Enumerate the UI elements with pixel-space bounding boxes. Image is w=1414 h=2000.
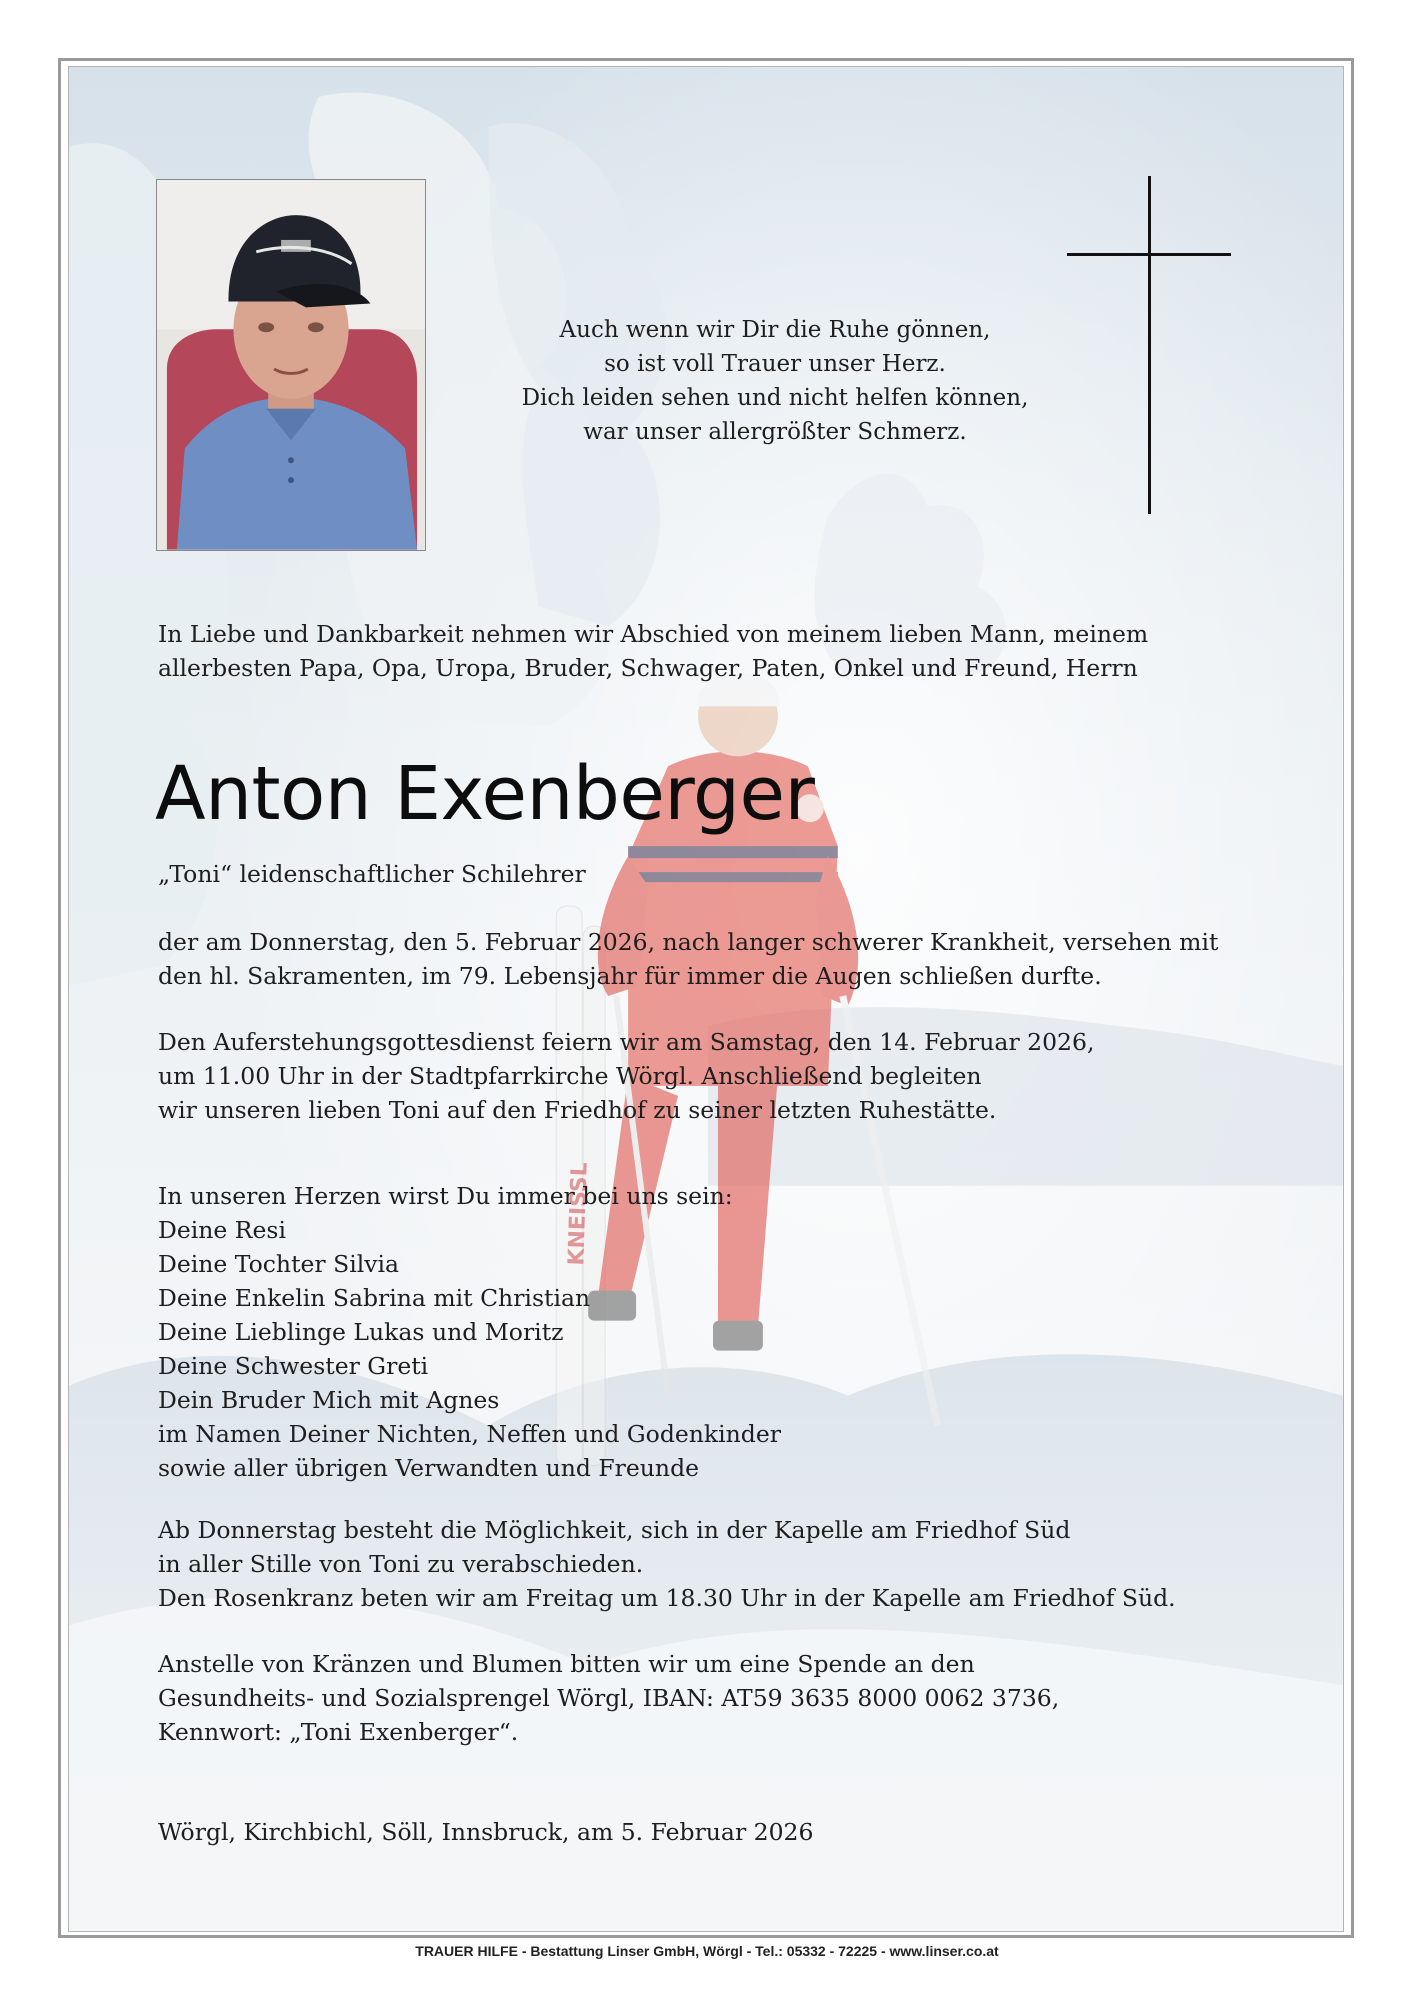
donation-line: Anstelle von Kränzen und Blumen bitten wir um eine Spende an den xyxy=(158,1650,975,1678)
donation-line: Gesundheits- und Sozialsprengel Wörgl, IBAN: AT59 3635 8000 0062 3736, xyxy=(158,1684,1060,1712)
service-line: wir unseren lieben Toni auf den Friedhof zu seiner letzten Ruhestätte. xyxy=(158,1096,997,1124)
death-notice-paragraph xyxy=(158,925,1218,993)
subtitle-line: „Toni“ leidenschaftlicher Schilehrer xyxy=(158,860,586,888)
farewell-line: Den Rosenkranz beten wir am Freitag um 18.30 Uhr in der Kapelle am Friedhof Süd. xyxy=(158,1584,1176,1612)
mourner-entry: im Namen Deiner Nichten, Neffen und Godenkinder xyxy=(158,1420,781,1448)
donation-paragraph xyxy=(158,1647,1059,1749)
donation-line: Kennwort: „Toni Exenberger“. xyxy=(158,1718,519,1746)
death-notice-line: der am Donnerstag, den 5. Februar 2026, nach langer schwerer Krankheit, versehen mit xyxy=(158,928,1219,956)
deceased-name: Anton Exenberger xyxy=(155,751,815,837)
mourner-entry: Deine Schwester Greti xyxy=(158,1352,429,1380)
mourner-entry: Deine Enkelin Sabrina mit Christian xyxy=(158,1284,591,1312)
poem-line: Auch wenn wir Dir die Ruhe gönnen, xyxy=(559,317,991,343)
mourner-entry: Deine Resi xyxy=(158,1216,286,1244)
intro-paragraph xyxy=(158,617,1148,685)
cross-vertical-bar xyxy=(1148,176,1151,514)
death-notice-line: den hl. Sakramenten, im 79. Lebensjahr für immer die Augen schließen durfte. xyxy=(158,962,1102,990)
portrait-photo xyxy=(156,179,426,551)
service-paragraph xyxy=(158,1025,1094,1127)
service-line: um 11.00 Uhr in der Stadtpfarrkirche Wörgl. Anschließend begleiten xyxy=(158,1062,982,1090)
intro-line: allerbesten Papa, Opa, Uropa, Bruder, Schwager, Paten, Onkel und Freund, Herrn xyxy=(158,654,1138,682)
nickname-subtitle xyxy=(158,857,586,891)
poem-line: Dich leiden sehen und nicht helfen können, xyxy=(521,385,1029,411)
mourner-entry: Dein Bruder Mich mit Agnes xyxy=(158,1386,500,1414)
mourners-list xyxy=(158,1179,781,1485)
farewell-line: in aller Stille von Toni zu verabschieden. xyxy=(158,1550,644,1578)
farewell-paragraph xyxy=(158,1513,1176,1615)
footer-funeral-home: TRAUER HILFE - Bestattung Linser GmbH, Wörgl - Tel.: 05332 - 72225 - www.linser.co.at xyxy=(415,1943,999,1959)
cross-symbol xyxy=(1067,176,1233,516)
ski-brand-label: KNEISSL xyxy=(564,1161,593,1266)
portrait-image xyxy=(157,180,425,550)
notice-background xyxy=(68,66,1344,1932)
mourner-entry: sowie aller übrigen Verwandten und Freunde xyxy=(158,1454,700,1482)
cross-horizontal-bar xyxy=(1067,253,1231,256)
place-date xyxy=(158,1815,813,1849)
farewell-line: Ab Donnerstag besteht die Möglichkeit, sich in der Kapelle am Friedhof Süd xyxy=(158,1516,1071,1544)
mourners-heading: In unseren Herzen wirst Du immer bei uns sein: xyxy=(158,1182,733,1210)
service-line: Den Auferstehungsgottesdienst feiern wir am Samstag, den 14. Februar 2026, xyxy=(158,1028,1095,1056)
intro-line: In Liebe und Dankbarkeit nehmen wir Abschied von meinem lieben Mann, meinem xyxy=(158,620,1149,648)
poem-line: so ist voll Trauer unser Herz. xyxy=(604,351,946,377)
poem xyxy=(461,313,1089,449)
mourner-entry: Deine Lieblinge Lukas und Moritz xyxy=(158,1318,564,1346)
mourner-entry: Deine Tochter Silvia xyxy=(158,1250,400,1278)
place-date-line: Wörgl, Kirchbichl, Söll, Innsbruck, am 5. Februar 2026 xyxy=(158,1818,814,1846)
poem-line: war unser allergrößter Schmerz. xyxy=(583,419,967,445)
